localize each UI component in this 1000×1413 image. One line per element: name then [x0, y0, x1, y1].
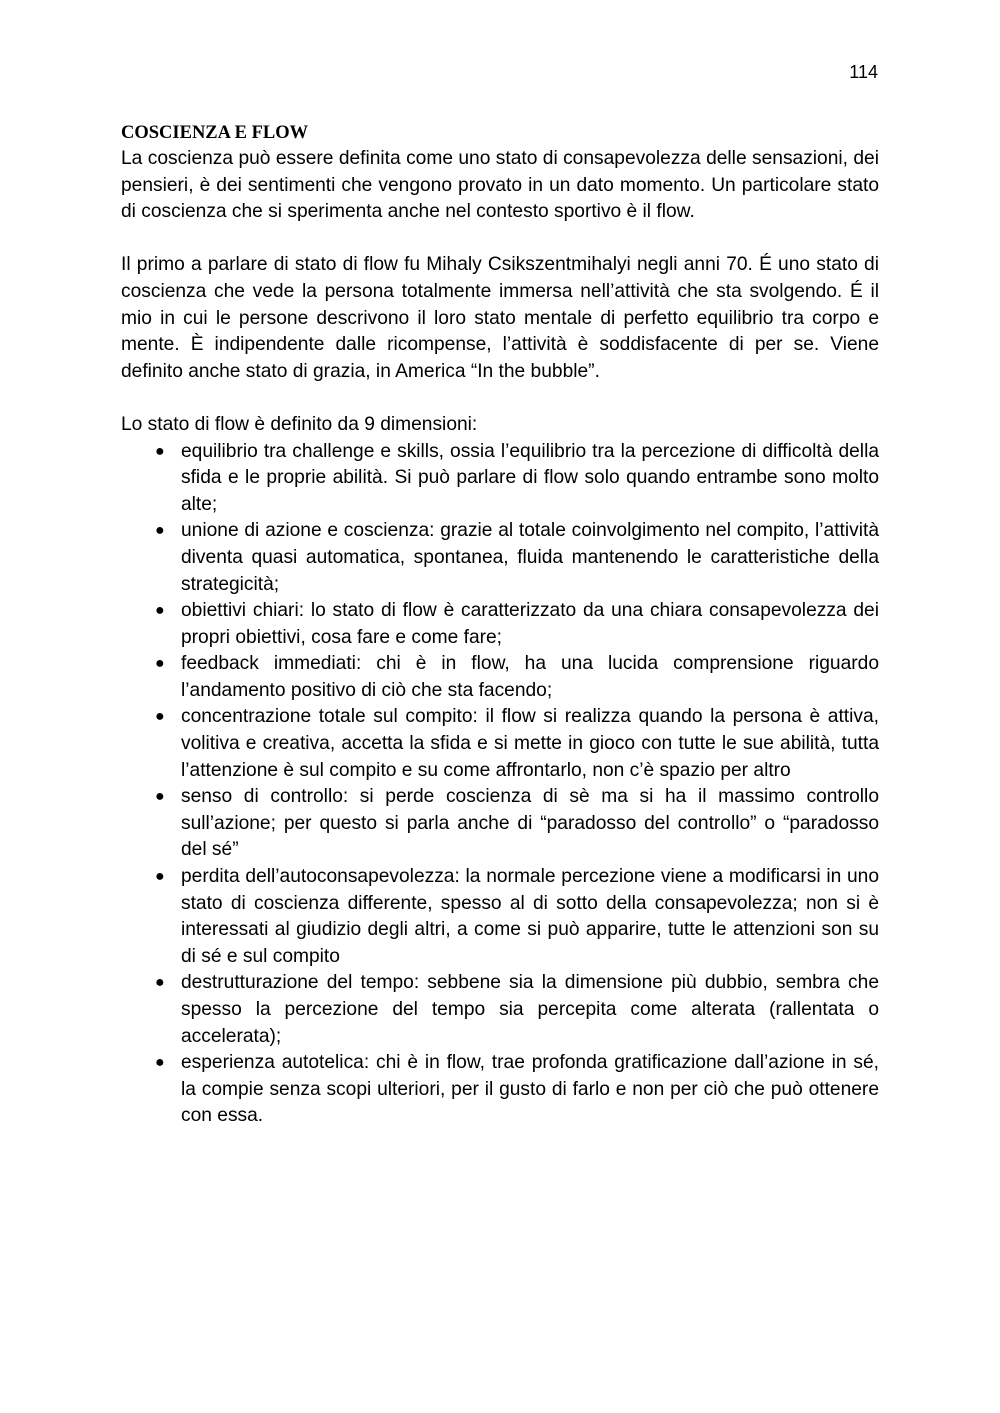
bullet-icon: ● — [155, 602, 165, 620]
dimensions-list — [121, 439, 879, 1130]
list-item — [121, 970, 879, 1050]
bullet-icon: ● — [155, 868, 165, 886]
list-item-text: esperienza autotelica: chi è in flow, trae profonda gratificazione dall’azione in sé, la compie senza scopi ulteriori, per il gusto di farlo e non per ciò che può ottenere con essa. — [181, 1052, 879, 1127]
paragraph-flow-history: Il primo a parlare di stato di flow fu Mihaly Csikszentmihalyi negli anni 70. É uno stato di coscienza che vede la persona totalmente immersa nell’attività che sta svolgendo. É il mio in cui le persone descrivono il loro stato mentale di perfetto equilibrio tra corpo e mente. È indipendente dalle ricompense, l’attività è soddisfacente di per se. Viene definito anche stato di grazia, in America “In the bubble”. — [121, 254, 879, 382]
list-item — [121, 704, 879, 784]
paragraph-spacer — [121, 226, 879, 253]
bullet-icon: ● — [155, 974, 165, 992]
list-item — [121, 784, 879, 864]
list-item-text: perdita dell’autoconsapevolezza: la normale percezione viene a modificarsi in uno stato di coscienza differente, spesso al di sotto della consapevolezza; non si è interessati al giudizio degli altri, a come si può apparire, tutte le attenzioni son su di sé e sul compito — [181, 866, 879, 967]
bullet-icon: ● — [155, 1054, 165, 1072]
bullet-icon: ● — [155, 788, 165, 806]
bullet-icon: ● — [155, 442, 165, 460]
list-item-text: equilibrio tra challenge e skills, ossia l’equilibrio tra la percezione di difficoltà della sfida e le proprie abilità. Si può parlare di flow solo quando entrambe sono molto alte; — [181, 440, 879, 515]
section-heading: COSCIENZA E FLOW — [121, 123, 309, 143]
list-item-text: obiettivi chiari: lo stato di flow è caratterizzato da una chiara consapevolezza dei propri obiettivi, cosa fare e come fare; — [181, 600, 879, 648]
bullet-icon: ● — [155, 522, 165, 540]
bullet-icon: ● — [155, 708, 165, 726]
list-item — [121, 518, 879, 598]
list-item-text: destrutturazione del tempo: sebbene sia la dimensione più dubbio, sembra che spesso la percezione del tempo sia percepita come alterata (rallentata o accelerata); — [181, 972, 879, 1047]
page-content — [121, 120, 879, 1130]
list-item — [121, 598, 879, 651]
list-item-text: feedback immediati: chi è in flow, ha una lucida comprensione riguardo l’andamento positivo di ciò che sta facendo; — [181, 653, 879, 701]
bullet-icon: ● — [155, 655, 165, 673]
list-item-text: concentrazione totale sul compito: il flow si realizza quando la persona è attiva, volitiva e creativa, accetta la sfida e si mette in gioco con tutte le sue abilità, tutta l’attenzione è sul compito e su come affrontarlo, non c’è spazio per altro — [181, 706, 879, 781]
paragraph-dimensions-intro: Lo stato di flow è definito da 9 dimensioni: — [121, 413, 478, 435]
list-item-text: unione di azione e coscienza: grazie al totale coinvolgimento nel compito, l’attività diventa quasi automatica, spontanea, fluida mantenendo le caratteristiche della strategicità; — [181, 520, 879, 595]
page-number: 114 — [849, 62, 878, 82]
list-item — [121, 1050, 879, 1130]
paragraph-spacer — [121, 385, 879, 412]
list-item — [121, 651, 879, 704]
list-item-text: senso di controllo: si perde coscienza di sè ma si ha il massimo controllo sull’azione; per questo si parla anche di “paradosso del controllo” o “paradosso del sé” — [181, 786, 879, 861]
list-item — [121, 439, 879, 519]
paragraph-coscienza-definition: La coscienza può essere definita come uno stato di consapevolezza delle sensazioni, dei pensieri, è dei sentimenti che vengono provato in un dato momento. Un particolare stato di coscienza che si sperimenta anche nel contesto sportivo è il flow. — [121, 148, 879, 223]
list-item — [121, 864, 879, 970]
